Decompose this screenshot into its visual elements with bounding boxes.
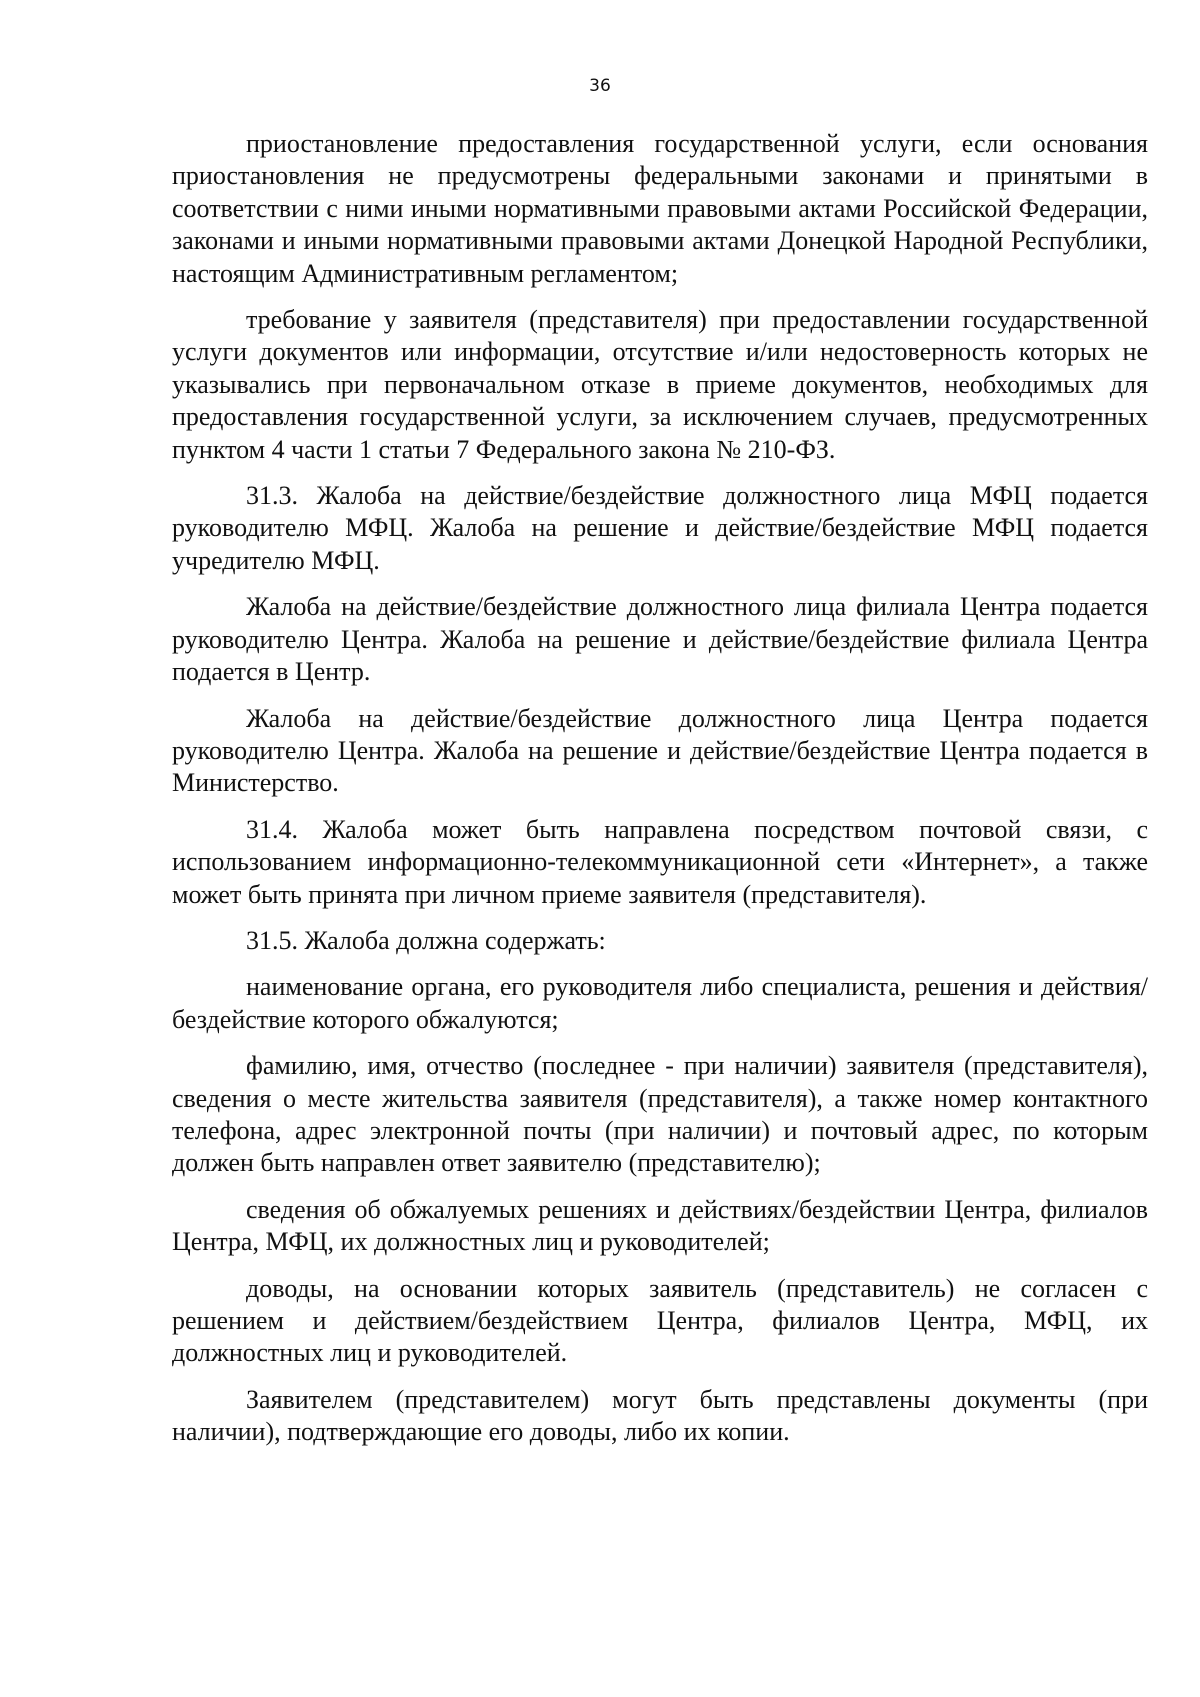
- paragraph-document-requirement: требование у заявителя (представителя) при предоставлении государственной услуги документов или информации, отсутствие и/или недостоверность которых не указывались при первоначальном отказе в приеме документов, необходимых для предоставления государственной услуги, за исключением случаев, предусмотренных пунктом 4 части 1 статьи 7 Федерального закона № 210-ФЗ.: [172, 305, 1148, 464]
- paragraph-suspension-grounds: приостановление предоставления государственной услуги, если основания приостановления не предусмотрены федеральными законами и принятыми в соответствии с ними иными нормативными правовыми актами Российской Федерации, законами и иными нормативными правовыми актами Донецкой Народной Республики, настоящим Административным регламентом;: [172, 129, 1148, 288]
- paragraph-arguments: доводы, на основании которых заявитель (представитель) не согласен с решением и действием/бездействием Центра, филиалов Центра, МФЦ, их должностных лиц и руководителей.: [172, 1273, 1148, 1368]
- paragraph-31-4: 31.4. Жалоба может быть направлена посредством почтовой связи, с использованием информационно-телекоммуникационной сети «Интернет», а также может быть принята при личном приеме заявителя (представителя).: [172, 814, 1148, 909]
- paragraph-center-complaint: Жалоба на действие/бездействие должностного лица Центра подается руководителю Центра. Жалоба на решение и действие/бездействие Центра подается в Министерство.: [172, 703, 1148, 798]
- page-number: 36: [589, 76, 611, 96]
- paragraph-31-5: 31.5. Жалоба должна содержать:: [246, 925, 606, 955]
- paragraph-supporting-documents: Заявителем (представителем) могут быть представлены документы (при наличии), подтверждающие его доводы, либо их копии.: [172, 1384, 1148, 1447]
- document-body: [172, 128, 1148, 1463]
- paragraph-appealed-decisions: сведения об обжалуемых решениях и действиях/бездействии Центра, филиалов Центра, МФЦ, их должностных лиц и руководителей;: [172, 1194, 1148, 1257]
- paragraph-31-3: 31.3. Жалоба на действие/бездействие должностного лица МФЦ подается руководителю МФЦ. Жалоба на решение и действие/бездействие МФЦ подается учредителю МФЦ.: [172, 481, 1148, 575]
- paragraph-applicant-details: фамилию, имя, отчество (последнее - при наличии) заявителя (представителя), сведения о месте жительства заявителя (представителя), а также номер контактного телефона, адрес электронной почты (при наличии) и почтовый адрес, по которым должен быть направлен ответ заявителю (представителю);: [172, 1051, 1148, 1178]
- paragraph-authority-name: наименование органа, его руководителя либо специалиста, решения и действия/бездействие которого обжалуются;: [172, 972, 1148, 1034]
- paragraph-branch-complaint: Жалоба на действие/бездействие должностного лица филиала Центра подается руководителю Центра. Жалоба на решение и действие/бездействие филиала Центра подается в Центр.: [172, 592, 1148, 687]
